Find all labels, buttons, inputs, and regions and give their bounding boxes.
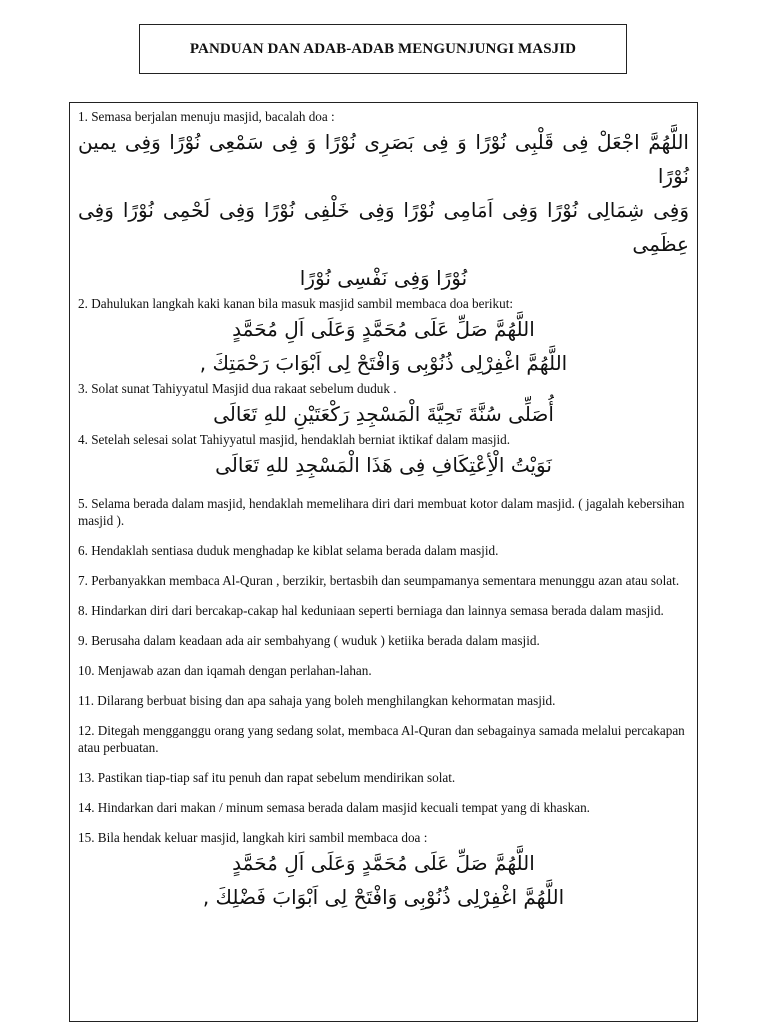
list-item: 10. Menjawab azan dan iqamah dengan perlahan-lahan. [78, 663, 372, 678]
list-item: 6. Hendaklah sentiasa duduk menghadap ke kiblat selama berada dalam masjid. [78, 543, 499, 558]
list-item [78, 380, 689, 431]
arabic-prayer-line: اللَّهُمَّ اجْعَلْ فِى قَلْبِى نُوْرًا وَ فِى بَصَرِى نُوْرًا وَ فِى سَمْعِى نُوْرًا وَفِى يمين نُوْرًا [78, 130, 689, 188]
arabic-prayer-line: وَفِى شِمَالِى نُوْرًا وَفِى اَمَامِى نُوْرًا وَفِى خَلْفِى نُوْرًا وَفِى لَحْمِى نُوْرًا وَفِى عِظَمِى [78, 198, 689, 256]
arabic-prayer-line: اللَّهُمَّ صَلِّ عَلَى مُحَمَّدٍ وَعَلَى اَلِ مُحَمَّدٍ [232, 317, 535, 341]
item-text: 3. Solat sunat Tahiyyatul Masjid dua rakaat sebelum duduk . [78, 381, 397, 396]
list-item: 9. Berusaha dalam keadaan ada air sembahyang ( wuduk ) ketiika berada dalam masjid. [78, 633, 540, 648]
list-item [78, 295, 689, 380]
arabic-prayer-line: نُوْرًا وَفِى نَفْسِى نُوْرًا [299, 266, 468, 290]
list-item [78, 431, 689, 482]
list-item: 7. Perbanyakkan membaca Al-Quran , berzikir, bertasbih dan seumpamanya sementara menunggu azan atau solat. [78, 573, 680, 588]
item-text: 15. Bila hendak keluar masjid, langkah kiri sambil membaca doa : [78, 830, 428, 845]
arabic-prayer-line: اللَّهُمَّ اغْفِرْلِى ذُنُوْبِى وَافْتَحْ لِى اَبْوَابَ رَحْمَتِكَ , [199, 351, 568, 375]
list-item: 12. Ditegah mengganggu orang yang sedang solat, membaca Al-Quran dan sebagainya samada melalui percakapan atau perbuatan. [78, 723, 685, 755]
item-text: 2. Dahulukan langkah kaki kanan bila masuk masjid sambil membaca doa berikut: [78, 296, 514, 311]
arabic-prayer-line: اللَّهُمَّ اغْفِرْلِى ذُنُوْبِى وَافْتَحْ لِى اَبْوَابَ فَضْلِكَ , [202, 885, 565, 909]
document-title: PANDUAN DAN ADAB-ADAB MENGUNJUNGI MASJID [189, 40, 577, 57]
arabic-prayer-line: أُصَلِّى سُنَّةَ تَحِيَّةَ الْمَسْجِدِ رَكْعَتَيْنِ للهِ تَعَالَى [213, 402, 554, 426]
arabic-prayer-line: نَوَيْتُ الْأِعْتِكَافِ فِى هَذَا الْمَسْجِدِ للهِ تَعَالَى [215, 453, 552, 477]
item-text: 1. Semasa berjalan menuju masjid, bacalah doa : [78, 109, 335, 124]
list-item: 8. Hindarkan diri dari bercakap-cakap hal keduniaan seperti berniaga dan lainnya semasa berada dalam masjid. [78, 603, 664, 618]
list-item: 13. Pastikan tiap-tiap saf itu penuh dan rapat sebelum mendirikan solat. [78, 770, 456, 785]
item-text: 4. Setelah selesai solat Tahiyyatul masjid, hendaklah berniat iktikaf dalam masjid. [78, 432, 511, 447]
arabic-prayer-line: اللَّهُمَّ صَلِّ عَلَى مُحَمَّدٍ وَعَلَى اَلِ مُحَمَّدٍ [232, 851, 535, 875]
list-item [78, 829, 689, 914]
list-item: 5. Selama berada dalam masjid, hendaklah memelihara diri dari membuat kotor dalam masjid. ( jagalah kebersihan masjid ). [78, 496, 685, 528]
list-item: 11. Dilarang berbuat bising dan apa sahaja yang boleh menghilangkan kehormatan masjid. [78, 693, 556, 708]
guidelines-list [69, 102, 698, 1022]
list-item: 14. Hindarkan dari makan / minum semasa berada dalam masjid kecuali tempat yang di khaskan. [78, 800, 590, 815]
document-title-box [139, 24, 627, 74]
list-item [78, 108, 689, 295]
